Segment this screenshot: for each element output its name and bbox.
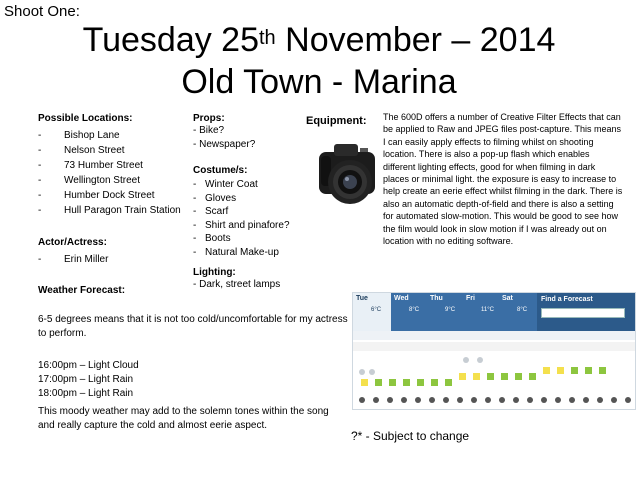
wind-icon bbox=[499, 397, 505, 403]
costume-list bbox=[193, 178, 313, 259]
list-item: - Hull Paragon Train Station bbox=[38, 203, 338, 218]
list-item: - Bike? bbox=[193, 125, 225, 136]
rain-icon bbox=[361, 379, 368, 386]
forecast-day: Fri 11°C bbox=[463, 293, 500, 331]
rain-icon bbox=[473, 373, 480, 380]
weather-times bbox=[38, 359, 338, 401]
rain-icon bbox=[417, 379, 424, 386]
cloud-icon bbox=[359, 369, 365, 375]
weather-paragraph-2: This moody weather may add to the solemn tones within the song and really capture the cold and almost eerie aspect. bbox=[38, 406, 329, 431]
rain-icon bbox=[599, 367, 606, 374]
forecast-day: Sat 8°C bbox=[499, 293, 538, 331]
date-main: Tuesday 25 bbox=[82, 21, 259, 59]
date-suffix: th bbox=[259, 27, 276, 49]
equipment-heading: Equipment: bbox=[306, 115, 367, 127]
wind-icon bbox=[387, 397, 393, 403]
wind-icon bbox=[527, 397, 533, 403]
list-item: - Boots bbox=[193, 232, 313, 246]
weather-line: 18:00pm – Light Rain bbox=[38, 388, 134, 399]
wind-icon bbox=[429, 397, 435, 403]
shoot-label: Shoot One: bbox=[4, 3, 80, 20]
rain-icon bbox=[585, 367, 592, 374]
wind-icon bbox=[583, 397, 589, 403]
rain-icon bbox=[557, 367, 564, 374]
forecast-day: Thu 9°C bbox=[427, 293, 464, 331]
rain-icon bbox=[445, 379, 452, 386]
weather-line: 16:00pm – Light Cloud bbox=[38, 360, 139, 371]
list-item: - Natural Make-up bbox=[193, 246, 313, 260]
weather-forecast-widget bbox=[352, 292, 636, 410]
list-item: - Winter Coat bbox=[193, 178, 313, 192]
rain-icon bbox=[515, 373, 522, 380]
wind-icon bbox=[401, 397, 407, 403]
props-section bbox=[193, 113, 313, 152]
list-item: - Dark, street lamps bbox=[193, 279, 281, 290]
list-item: - Scarf bbox=[193, 205, 313, 219]
wind-icon bbox=[513, 397, 519, 403]
find-forecast-panel: Find a Forecast bbox=[537, 293, 635, 331]
rain-icon bbox=[571, 367, 578, 374]
wind-icon bbox=[555, 397, 561, 403]
wind-icon bbox=[611, 397, 617, 403]
rain-icon bbox=[459, 373, 466, 380]
camera-icon bbox=[316, 132, 378, 222]
props-heading: Props: bbox=[193, 113, 225, 124]
list-item: - Bishop Lane bbox=[38, 128, 338, 143]
wind-icon bbox=[471, 397, 477, 403]
list-item: - Erin Miller bbox=[38, 252, 238, 267]
weather-paragraph-1: 6-5 degrees means that it is not too cold/uncomfortable for my actress to perform. bbox=[38, 314, 348, 339]
page-title-date bbox=[0, 20, 638, 60]
lighting-section bbox=[193, 267, 323, 292]
lighting-heading: Lighting: bbox=[193, 267, 236, 278]
list-item: - Nelson Street bbox=[38, 143, 338, 158]
wind-icon bbox=[359, 397, 365, 403]
cloud-icon bbox=[463, 357, 469, 363]
equipment-description: The 600D offers a number of Creative Filter Effects that can be applied to Raw and JPEG files post-capture. This means I can easily apply effects to filming whilst on shooting location. There is also a pop-up flash which enables different lighting effects, good for when filming in dark places or minimal light. the exposure is easy to increase to help create an eerie effect whilst filming in the dark. There is also an automatic depth-of-field and there is also a setting for automated slow-motion. This would be good to see how the film would look in slow motion if I was already out on location with no editing software. bbox=[383, 112, 623, 247]
wind-icon bbox=[597, 397, 603, 403]
wind-icon bbox=[457, 397, 463, 403]
page-title-location: Old Town - Marina bbox=[181, 63, 457, 101]
rain-icon bbox=[501, 373, 508, 380]
wind-icon bbox=[373, 397, 379, 403]
list-item: - Gloves bbox=[193, 192, 313, 206]
costume-section bbox=[193, 165, 313, 259]
list-item: - Humber Dock Street bbox=[38, 188, 338, 203]
rain-icon bbox=[543, 367, 550, 374]
wind-icon bbox=[569, 397, 575, 403]
forecast-day: Wed 8°C bbox=[391, 293, 428, 331]
rain-icon bbox=[403, 379, 410, 386]
wind-icon bbox=[625, 397, 631, 403]
cloud-icon bbox=[477, 357, 483, 363]
wind-icon bbox=[415, 397, 421, 403]
costume-heading: Costume/s: bbox=[193, 165, 248, 176]
wind-icon bbox=[443, 397, 449, 403]
rain-icon bbox=[389, 379, 396, 386]
weather-line: 17:00pm – Light Rain bbox=[38, 374, 134, 385]
subject-to-change-note: ?* - Subject to change bbox=[351, 429, 470, 443]
cloud-icon bbox=[369, 369, 375, 375]
wind-icon bbox=[485, 397, 491, 403]
actor-heading: Actor/Actress: bbox=[38, 237, 107, 248]
list-item: - Wellington Street bbox=[38, 173, 338, 188]
weather-heading: Weather Forecast: bbox=[38, 285, 126, 296]
list-item: - 73 Humber Street bbox=[38, 158, 338, 173]
wind-icon bbox=[541, 397, 547, 403]
rain-icon bbox=[431, 379, 438, 386]
list-item: - Shirt and pinafore? bbox=[193, 219, 313, 233]
date-rest: November – 2014 bbox=[275, 21, 556, 59]
rain-icon bbox=[487, 373, 494, 380]
locations-heading: Possible Locations: bbox=[38, 113, 133, 124]
search-input bbox=[541, 308, 625, 318]
rain-icon bbox=[375, 379, 382, 386]
list-item: - Newspaper? bbox=[193, 139, 256, 150]
forecast-day: Tue 6°C bbox=[353, 293, 392, 331]
rain-icon bbox=[529, 373, 536, 380]
